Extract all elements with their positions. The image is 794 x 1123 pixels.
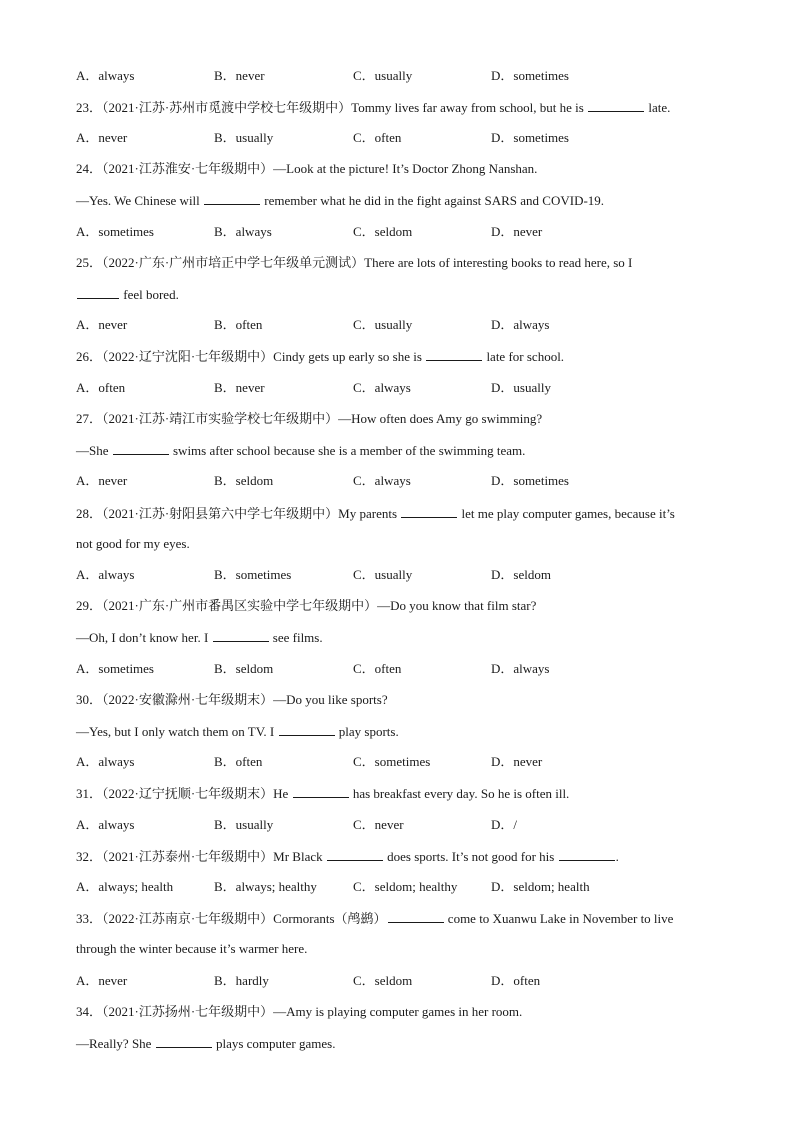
text-run: 24．（2021·江苏淮安·七年级期中）—Look at the picture! It’s Doctor Zhong Nanshan.: [76, 161, 538, 176]
answer-options: [76, 471, 726, 491]
text-run: plays computer games.: [212, 1036, 336, 1051]
question-text: [76, 908, 726, 928]
text-run: 31．（2022·辽宁抚顺·七年级期末）He: [76, 786, 292, 801]
answer-option[interactable]: D．sometimes: [491, 130, 569, 145]
question-text: [76, 97, 726, 117]
question-text: [76, 159, 726, 179]
answer-option[interactable]: A．always: [76, 817, 135, 832]
answer-blank[interactable]: [213, 627, 269, 642]
answer-option[interactable]: A．never: [76, 130, 128, 145]
answer-options: [76, 877, 726, 897]
answer-option[interactable]: C．always: [353, 380, 411, 395]
text-run: 33．（2022·江苏南京·七年级期中）Cormorants（鸬鹚）: [76, 911, 387, 926]
answer-option[interactable]: B．usually: [214, 130, 274, 145]
answer-option[interactable]: B．hardly: [214, 973, 269, 988]
question-text: [76, 253, 726, 273]
answer-option[interactable]: C．seldom: [353, 224, 413, 239]
answer-option[interactable]: A．often: [76, 380, 126, 395]
text-run: late for school.: [483, 349, 565, 364]
text-run: through the winter because it’s warmer here.: [76, 941, 308, 956]
question-text: [76, 190, 726, 210]
answer-options: [76, 66, 726, 86]
answer-option[interactable]: D．usually: [491, 380, 551, 395]
answer-option[interactable]: B．often: [214, 754, 263, 769]
text-run: let me play computer games, because it’s: [458, 506, 675, 521]
answer-option[interactable]: D．always: [491, 661, 550, 676]
answer-option[interactable]: C．always: [353, 473, 411, 488]
text-run: play sports.: [335, 724, 399, 739]
text-run: has breakfast every day. So he is often ill.: [349, 786, 570, 801]
answer-option[interactable]: A．sometimes: [76, 224, 154, 239]
answer-option[interactable]: B．sometimes: [214, 567, 292, 582]
text-run: swims after school because she is a member of the swimming team.: [169, 443, 526, 458]
question-text: [76, 690, 726, 710]
answer-option[interactable]: B．always; healthy: [214, 879, 317, 894]
text-run: —Yes. We Chinese will: [76, 193, 204, 208]
answer-blank[interactable]: [204, 190, 260, 205]
text-run: late.: [645, 100, 671, 115]
text-run: see films.: [269, 630, 323, 645]
question-text: [76, 721, 726, 741]
answer-option[interactable]: A．always: [76, 567, 135, 582]
text-run: 30．（2022·安徽滁州·七年级期末）—Do you like sports?: [76, 692, 388, 707]
text-run: —She: [76, 443, 112, 458]
text-run: does sports. It’s not good for his: [383, 849, 558, 864]
text-run: feel bored.: [120, 287, 179, 302]
text-run: —Oh, I don’t know her. I: [76, 630, 212, 645]
answer-option[interactable]: D．seldom; health: [491, 879, 590, 894]
answer-blank[interactable]: [426, 346, 482, 361]
text-run: remember what he did in the fight against SARS and COVID-19.: [261, 193, 605, 208]
text-run: —Really? She: [76, 1036, 155, 1051]
question-text: [76, 534, 726, 554]
answer-option[interactable]: D．sometimes: [491, 68, 569, 83]
answer-option[interactable]: B．seldom: [214, 661, 274, 676]
answer-blank[interactable]: [388, 908, 444, 923]
answer-option[interactable]: C．often: [353, 661, 402, 676]
answer-option[interactable]: A．always; health: [76, 879, 174, 894]
answer-blank[interactable]: [401, 503, 457, 518]
answer-options: [76, 659, 726, 679]
text-run: 26．（2022·辽宁沈阳·七年级期中）Cindy gets up early so she is: [76, 349, 426, 364]
answer-blank[interactable]: [156, 1033, 212, 1048]
answer-option[interactable]: B．often: [214, 317, 263, 332]
answer-options: [76, 565, 726, 585]
text-run: 29．（2021·广东·广州市番禺区实验中学七年级期中）—Do you know that film star?: [76, 598, 537, 613]
answer-blank[interactable]: [279, 721, 335, 736]
text-run: come to Xuanwu Lake in November to live: [444, 911, 674, 926]
text-run: —Yes, but I only watch them on TV. I: [76, 724, 278, 739]
question-text: [76, 1002, 726, 1022]
answer-option[interactable]: A．always: [76, 68, 135, 83]
answer-option[interactable]: B．never: [214, 380, 265, 395]
question-text: [76, 409, 726, 429]
answer-option[interactable]: C．sometimes: [353, 754, 431, 769]
answer-blank[interactable]: [113, 440, 169, 455]
answer-option[interactable]: A．never: [76, 317, 128, 332]
question-text: [76, 596, 726, 616]
answer-option[interactable]: A．always: [76, 754, 135, 769]
answer-option[interactable]: D．always: [491, 317, 550, 332]
answer-option[interactable]: C．seldom; healthy: [353, 879, 458, 894]
question-text: [76, 440, 726, 460]
answer-options: [76, 815, 726, 835]
answer-option[interactable]: C．never: [353, 817, 404, 832]
answer-option[interactable]: D．sometimes: [491, 473, 569, 488]
answer-option[interactable]: A．never: [76, 973, 128, 988]
answer-option[interactable]: C．usually: [353, 68, 413, 83]
text-run: 28．（2021·江苏·射阳县第六中学七年级期中）My parents: [76, 506, 401, 521]
answer-option[interactable]: C．usually: [353, 317, 413, 332]
question-text: [76, 627, 726, 647]
answer-option[interactable]: D．often: [491, 973, 541, 988]
answer-options: [76, 378, 726, 398]
answer-option[interactable]: D．never: [491, 754, 543, 769]
text-run: 34．（2021·江苏扬州·七年级期中）—Amy is playing computer games in her room.: [76, 1004, 523, 1019]
question-text: [76, 939, 726, 959]
answer-option[interactable]: B．never: [214, 68, 265, 83]
answer-option[interactable]: B．always: [214, 224, 272, 239]
text-run: .: [615, 849, 619, 864]
question-text: [76, 284, 726, 304]
answer-option[interactable]: C．usually: [353, 567, 413, 582]
answer-options: [76, 752, 726, 772]
question-text: [76, 846, 726, 866]
answer-option[interactable]: B．usually: [214, 817, 274, 832]
answer-option[interactable]: A．never: [76, 473, 128, 488]
answer-option[interactable]: D．seldom: [491, 567, 551, 582]
answer-option[interactable]: C．often: [353, 130, 402, 145]
text-run: not good for my eyes.: [76, 536, 190, 551]
answer-options: [76, 128, 726, 148]
text-run: 32．（2021·江苏泰州·七年级期中）Mr Black: [76, 849, 326, 864]
answer-option[interactable]: B．seldom: [214, 473, 274, 488]
question-text: [76, 346, 726, 366]
text-run: 27．（2021·江苏·靖江市实验学校七年级期中）—How often does Amy go swimming?: [76, 411, 543, 426]
answer-blank[interactable]: [559, 846, 615, 861]
answer-options: [76, 971, 726, 991]
text-run: 23．（2021·江苏·苏州市觅渡中学校七年级期中）Tommy lives far away from school, but he is: [76, 100, 588, 115]
answer-option[interactable]: D．/: [491, 817, 518, 832]
answer-blank[interactable]: [77, 284, 119, 299]
answer-options: [76, 315, 726, 335]
answer-option[interactable]: C．seldom: [353, 973, 413, 988]
answer-options: [76, 222, 726, 242]
question-text: [76, 503, 726, 523]
question-text: [76, 1033, 726, 1053]
answer-blank[interactable]: [293, 783, 349, 798]
answer-blank[interactable]: [588, 97, 644, 112]
answer-blank[interactable]: [327, 846, 383, 861]
answer-option[interactable]: D．never: [491, 224, 543, 239]
text-run: 25．（2022·广东·广州市培正中学七年级单元测试）There are lots of interesting books to read here, so I: [76, 255, 633, 270]
answer-option[interactable]: A．sometimes: [76, 661, 154, 676]
question-text: [76, 783, 726, 803]
